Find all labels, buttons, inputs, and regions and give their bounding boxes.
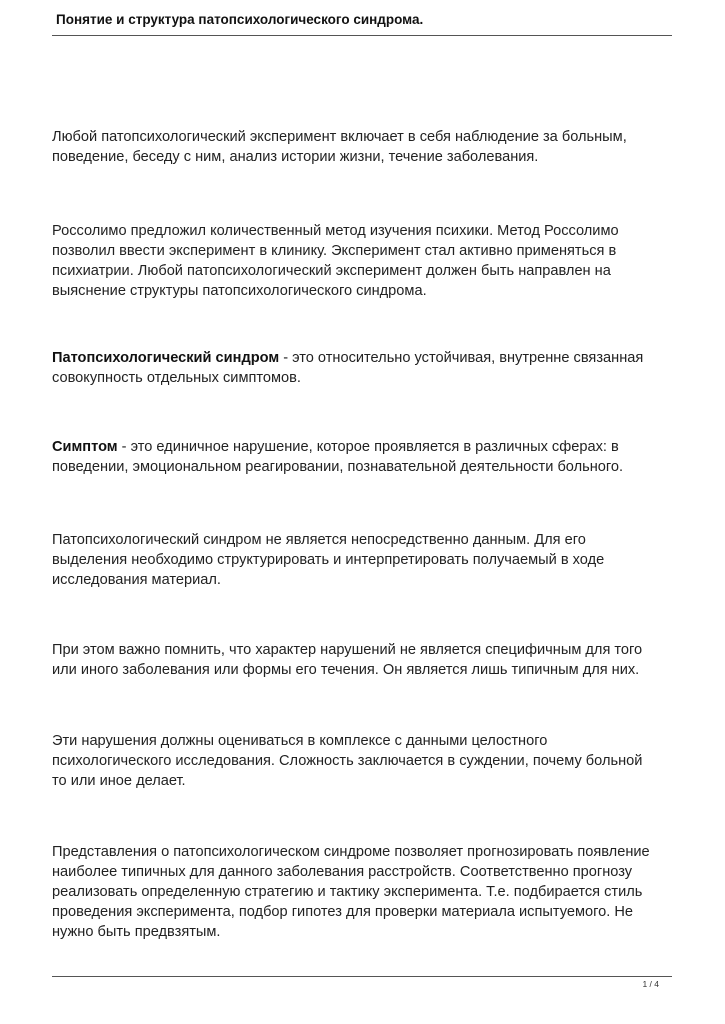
paragraph-text: Любой патопсихологический эксперимент включает в себя наблюдение за больным, поведение, беседу с ним, анализ истории жизни, течение заболевания.	[52, 129, 627, 165]
paragraph-syndrome-definition	[52, 348, 677, 388]
paragraph-complex-assessment	[52, 731, 677, 791]
paragraph-text: При этом важно помнить, что характер нарушений не является специфичным для того или иного заболевания или формы его течения. Он является лишь типичным для них.	[52, 642, 643, 678]
page-number: 1 / 4	[642, 979, 659, 989]
page-header-title: Понятие и структура патопсихологического синдрома.	[56, 12, 424, 27]
paragraph-syndrome-not-direct	[52, 530, 677, 590]
term-symptom: Симптом	[52, 439, 118, 455]
header-divider	[52, 35, 672, 36]
paragraph-text: - это единичное нарушение, которое проявляется в различных сферах: в поведении, эмоциональном реагировании, познавательной деятельности больного.	[52, 439, 624, 475]
paragraph-prognosis	[52, 842, 677, 942]
paragraph-text: Патопсихологический синдром не является непосредственно данным. Для его выделения необходимо структурировать и интерпретировать получаемый в ходе исследования материал.	[52, 532, 605, 588]
paragraph-nonspecific-disorders	[52, 640, 677, 680]
paragraph-experiment-overview	[52, 127, 677, 167]
footer-divider	[52, 976, 672, 977]
paragraph-symptom-definition	[52, 437, 677, 477]
paragraph-text: Россолимо предложил количественный метод изучения психики. Метод Россолимо позволил ввести эксперимент в клинику. Эксперимент стал активно применяться в психиатрии. Любой патопсихологический эксперимент должен быть направлен на выяснение структуры патопсихологического синдрома.	[52, 223, 619, 299]
paragraph-text: Эти нарушения должны оцениваться в комплексе с данными целостного психологического исследования. Сложность заключается в суждении, почему больной то или иное делает.	[52, 733, 643, 789]
paragraph-text: Представления о патопсихологическом синдроме позволяет прогнозировать появление наиболее типичных для данного заболевания расстройств. Соответственно прогнозу реализовать определенную стратегию и тактику эксперимента. Т.е. подбирается стиль проведения эксперимента, подбор гипотез для проверки материала испытуемого. Не нужно быть предвзятым.	[52, 844, 650, 940]
term-syndrome: Патопсихологический синдром	[52, 350, 280, 366]
paragraph-rossolimo-method	[52, 221, 677, 301]
paragraph-text: - это относительно устойчивая, внутренне связанная совокупность отдельных симптомов.	[52, 350, 644, 386]
